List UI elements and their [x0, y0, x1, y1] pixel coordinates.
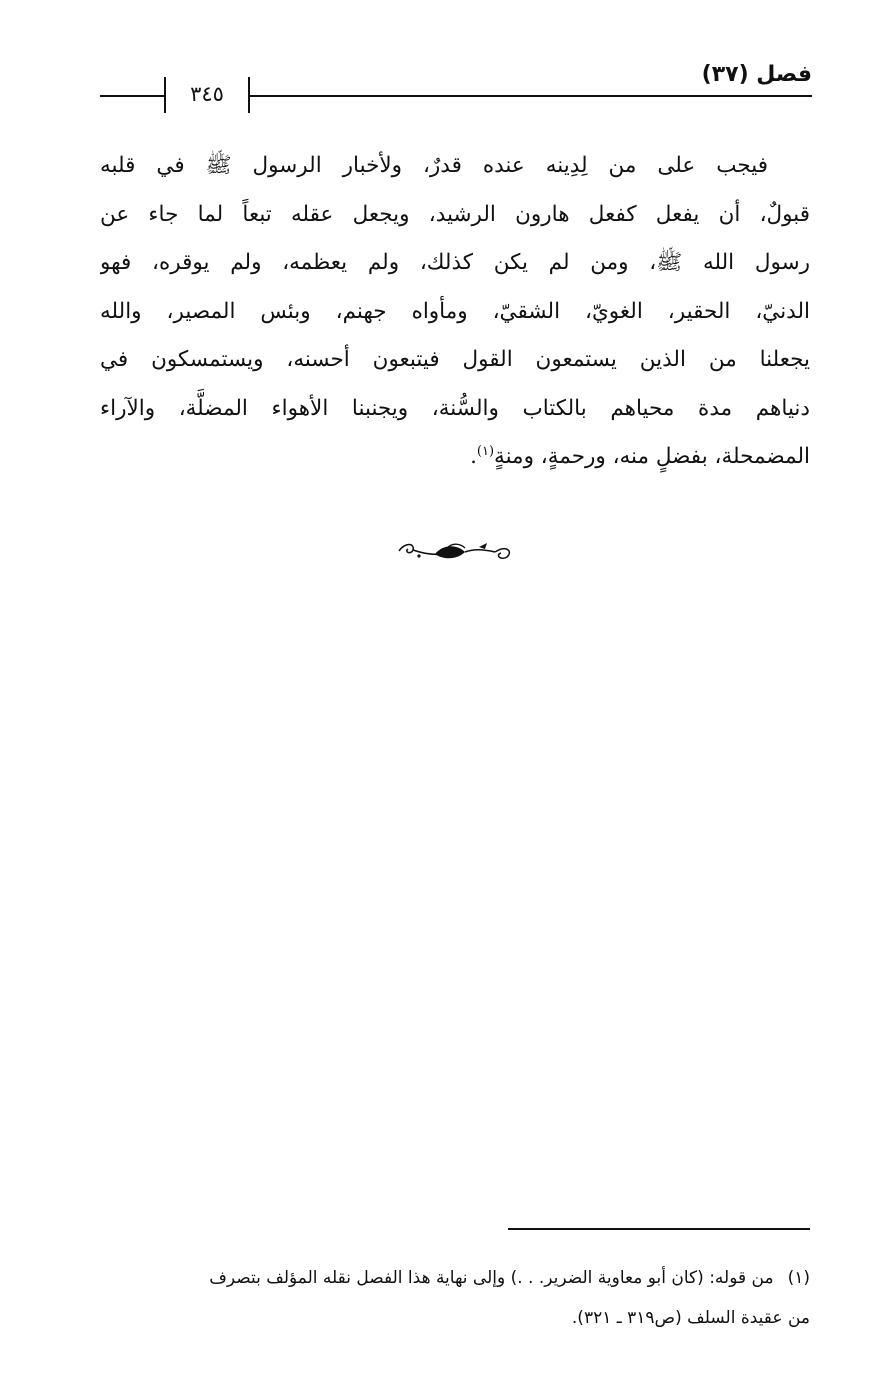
- paragraph-line: دنياهم مدة محياهم بالكتاب والسُّنة، ويجنبنا الأهواء المضلَّة، والآراء: [100, 395, 810, 421]
- paragraph-line: يجعلنا من الذين يستمعون القول فيتبعون أحسنه، ويستمسكون في: [100, 347, 810, 372]
- footnote-line: [95, 1258, 810, 1298]
- header-tick-right: [248, 77, 250, 113]
- paragraph-line: الدنيّ، الحقير، الغويّ، الشقيّ، ومأواه جهنم، وبئس المصير، والله: [100, 298, 810, 324]
- paragraph-line: رسول الله ﷺ، ومن لم يكن كذلك، ولم يعظمه، ولم يوقره، فهو: [100, 250, 810, 275]
- header-rule-right: [250, 95, 812, 97]
- paragraph-line: فيجب على من لِدِينه عنده قدرٌ، ولأخبار الرسول ﷺ في قلبه: [100, 153, 768, 178]
- footnote-line: من عقيدة السلف (ص٣١٩ ـ ٣٢١).: [571, 1308, 810, 1328]
- page-number: ٣٤٥: [190, 82, 224, 106]
- paragraph-line-text: المضمحلة، بفضلٍ منه، ورحمةٍ، ومنةٍ: [494, 444, 810, 469]
- chapter-title: فصل (٣٧): [701, 62, 812, 87]
- paragraph-end-mark: .: [470, 444, 477, 469]
- paragraph-last-line: [100, 433, 810, 482]
- header-rule-left: [100, 95, 166, 97]
- floral-ornament-icon: [395, 538, 515, 568]
- footnote-number: (١): [787, 1268, 810, 1288]
- page-header: [100, 62, 812, 112]
- footnote-reference: (١): [476, 443, 495, 459]
- footnote: [95, 1258, 810, 1338]
- paragraph-line: قبولٌ، أن يفعل كفعل هارون الرشيد، ويجعل عقله تبعاً لما جاء عن: [100, 201, 810, 227]
- footnote-text: من قوله: (كان أبو معاوية الضرير. . .) وإلى نهاية هذا الفصل نقله المؤلف بتصرف: [209, 1268, 774, 1288]
- main-paragraph: [100, 142, 810, 482]
- footnote-separator: [508, 1228, 810, 1230]
